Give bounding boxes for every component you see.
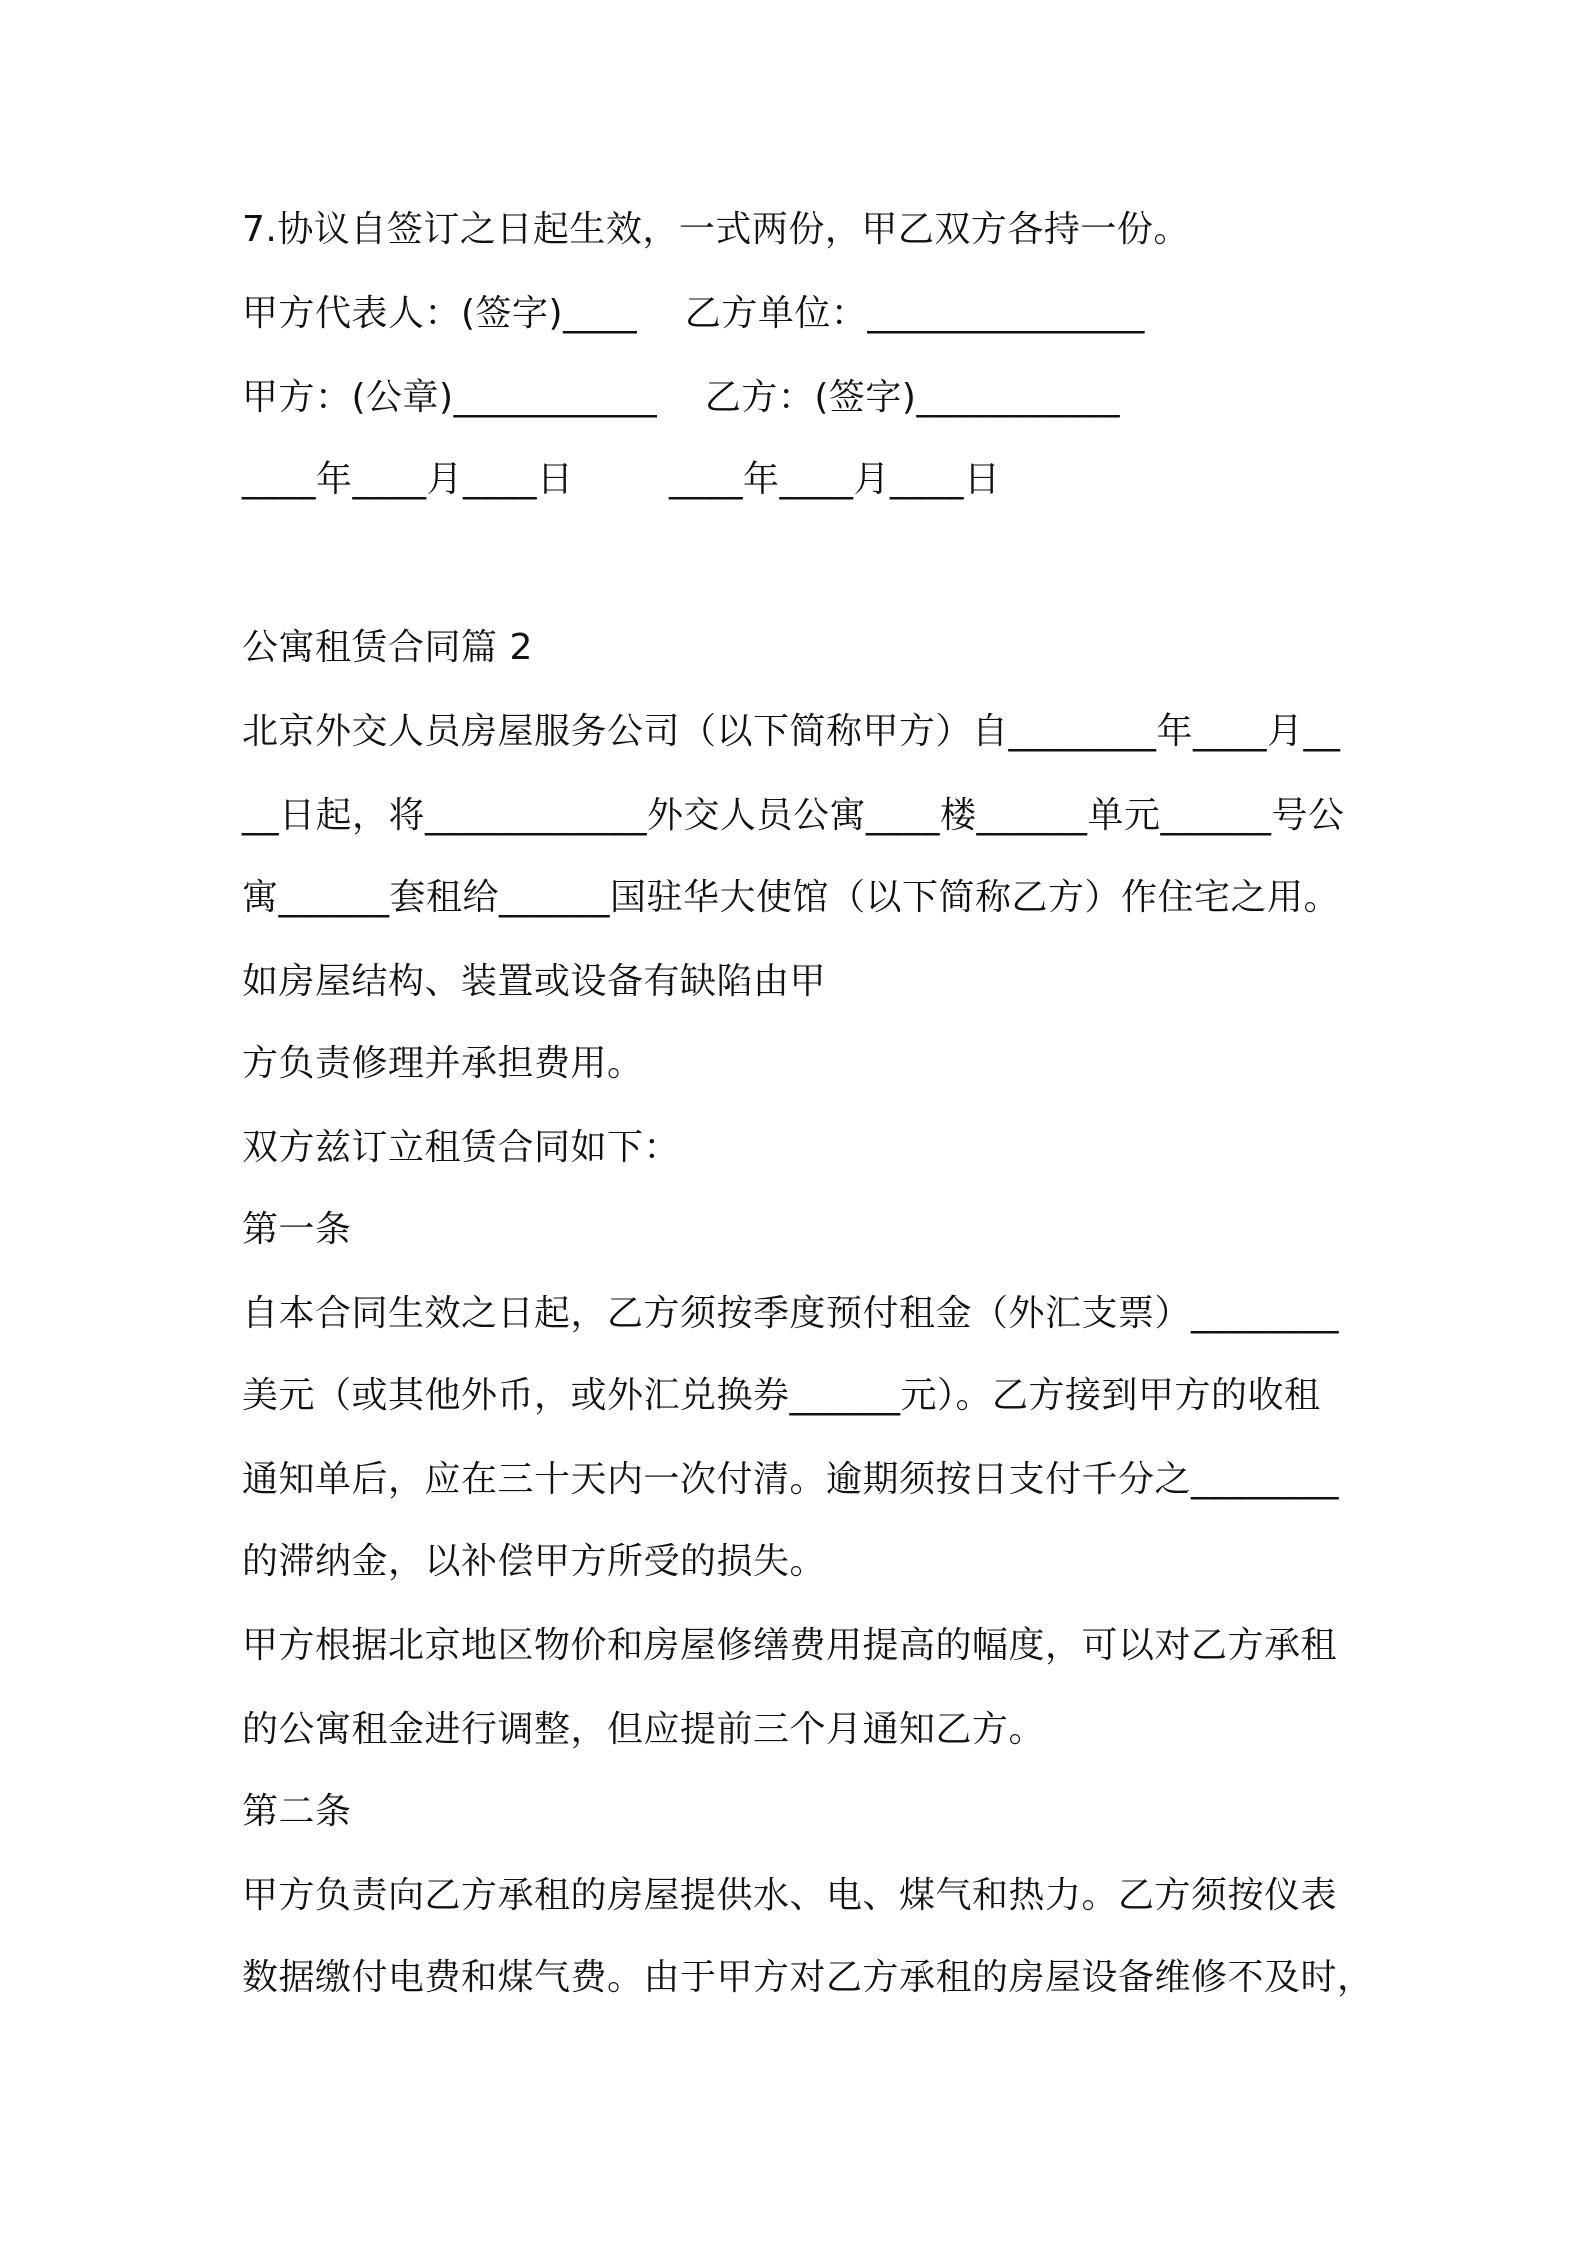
intro-line: 方负责修理并承担费用。 <box>242 1043 644 1084</box>
article-2-heading: 第二条 <box>242 1791 352 1832</box>
article-1-line: 美元（或其他外币，或外汇兑换券______元）。乙方接到甲方的收租 <box>242 1375 1321 1416</box>
intro-line: 双方兹订立租赁合同如下： <box>242 1127 681 1168</box>
signature-row-representative: 甲方代表人：(签字)____ 乙方单位：_______________ <box>242 293 1145 334</box>
section-title: 公寓租赁合同篇 2 <box>242 627 533 668</box>
article-1-line: 通知单后，应在三十天内一次付清。逾期须按日支付千分之________ <box>242 1459 1340 1500</box>
article-1-line: 自本合同生效之日起，乙方须按季度预付租金（外汇支票）________ <box>242 1293 1340 1334</box>
intro-line: __日起，将____________外交人员公寓____楼______单元______号公 <box>242 795 1345 836</box>
intro-line: 寓______套租给______国驻华大使馆（以下简称乙方）作住宅之用。 <box>242 877 1341 918</box>
article-1-line: 甲方根据北京地区物价和房屋修缮费用提高的幅度，可以对乙方承租 <box>242 1625 1338 1666</box>
article-1-line: 的公寓租金进行调整，但应提前三个月通知乙方。 <box>242 1709 1046 1750</box>
clause-7: 7.协议自签订之日起生效，一式两份，甲乙双方各持一份。 <box>242 209 1190 250</box>
article-2-line: 甲方负责向乙方承租的房屋提供水、电、煤气和热力。乙方须按仪表 <box>242 1875 1338 1916</box>
signature-row-seal: 甲方：(公章)___________ 乙方：(签字)___________ <box>242 377 1120 418</box>
article-1-line: 的滞纳金，以补偿甲方所受的损失。 <box>242 1541 827 1582</box>
intro-line: 北京外交人员房屋服务公司（以下简称甲方）自________年____月__ <box>242 711 1341 752</box>
article-1-heading: 第一条 <box>242 1209 352 1250</box>
article-2-line: 数据缴付电费和煤气费。由于甲方对乙方承租的房屋设备维修不及时， <box>242 1957 1374 1998</box>
date-row: ____年____月____日 ____年____月____日 <box>242 459 1001 500</box>
intro-line: 如房屋结构、装置或设备有缺陷由甲 <box>242 961 827 1002</box>
